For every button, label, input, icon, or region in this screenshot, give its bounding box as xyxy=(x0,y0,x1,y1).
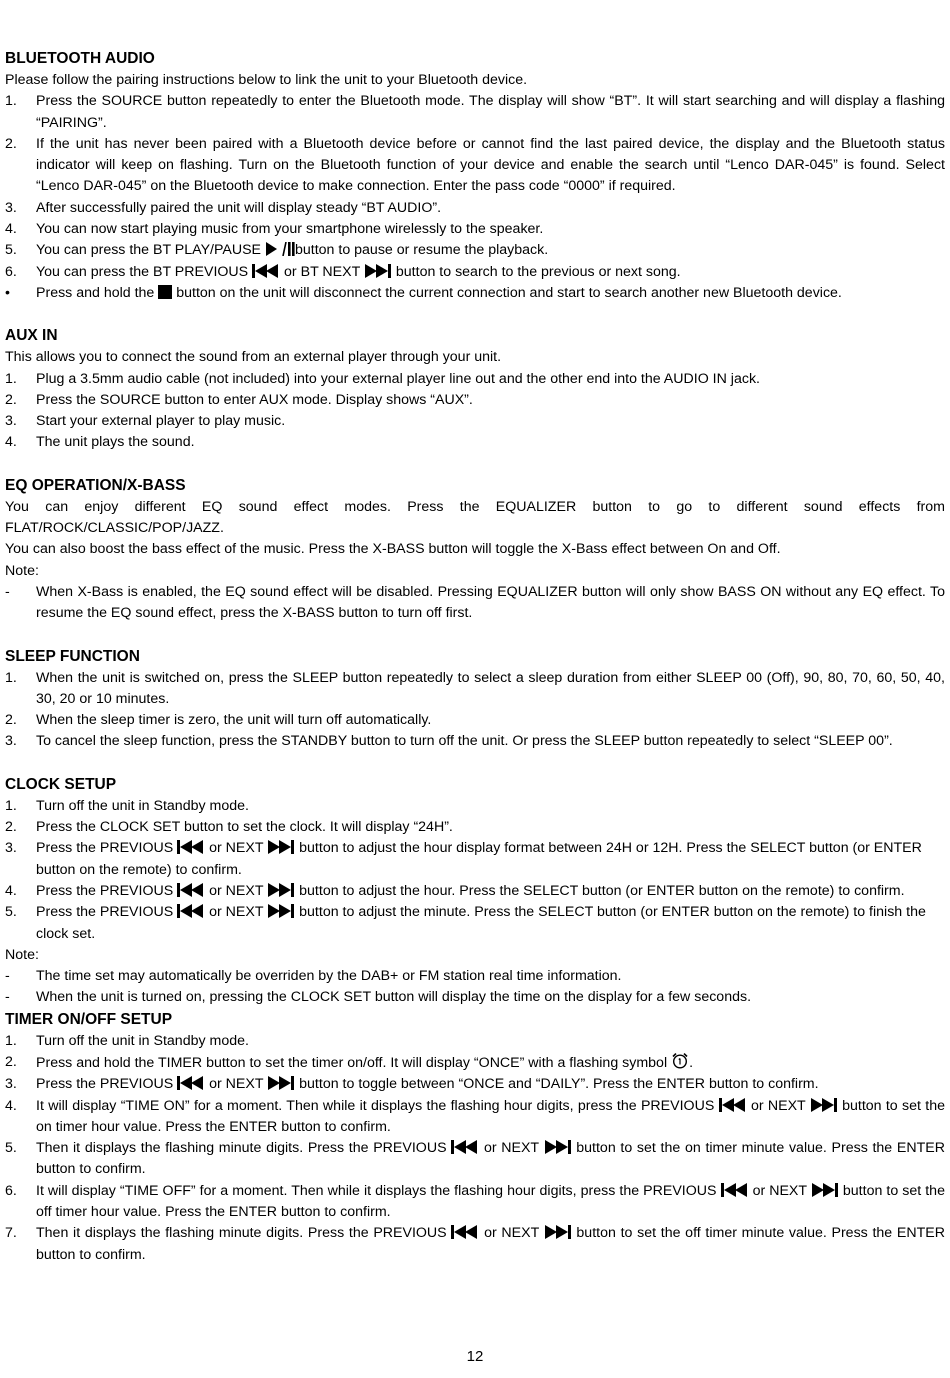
list-text: button to adjust the hour. Press the SELECT button (or ENTER button on the remote) to confirm. xyxy=(299,882,905,899)
list-text: . xyxy=(689,1054,694,1071)
list-text: Press and hold the TIMER button to set the timer on/off. It will display “ONCE” with a flashing symbol xyxy=(36,1054,668,1071)
list-item xyxy=(5,582,945,625)
list-number: 1. xyxy=(5,370,17,387)
list-text: or NEXT xyxy=(752,1182,807,1199)
list-text: button to pause or resume the playback. xyxy=(294,242,549,259)
list-item xyxy=(5,902,945,945)
list-number: 6. xyxy=(5,1182,17,1199)
list-item xyxy=(5,369,945,390)
list-text: You can press the BT PREVIOUS xyxy=(36,263,249,280)
next-icon xyxy=(810,1098,838,1112)
section-title: AUX IN xyxy=(5,327,58,345)
list-number: 3. xyxy=(5,733,17,750)
list-number: 4. xyxy=(5,1097,17,1114)
list-text: or NEXT xyxy=(484,1225,539,1242)
paragraph: You can enjoy different EQ sound effect modes. Press the EQUALIZER button to go to different sound effects from FLAT/ROCK/CLASSIC/POP/JAZZ. xyxy=(5,498,945,537)
list-text: button to adjust the minute. Press the SELECT button (or ENTER button on the remote) to finish the clock set. xyxy=(36,904,926,942)
list-text: or NEXT xyxy=(483,1140,539,1157)
list-text: Press the PREVIOUS xyxy=(36,904,174,921)
list-item xyxy=(5,881,945,902)
list-text: After successfully paired the unit will display steady “BT AUDIO”. xyxy=(36,199,442,216)
list-bullet: • xyxy=(5,284,10,301)
previous-icon xyxy=(721,1183,749,1197)
list-item xyxy=(5,1074,945,1095)
list-item xyxy=(5,796,945,817)
list-number: 2. xyxy=(5,819,17,836)
list-item xyxy=(5,219,945,240)
list-text: You can press the BT PLAY/PAUSE xyxy=(36,242,262,259)
list-text: or NEXT xyxy=(750,1097,806,1114)
list-text: button to set the off timer hour value. Press the ENTER button to confirm. xyxy=(36,1182,945,1221)
list-number: 3. xyxy=(5,413,17,430)
next-icon xyxy=(267,1076,295,1090)
list-text: button to set the off timer minute value. Press the ENTER button to confirm. xyxy=(36,1225,945,1263)
list-item xyxy=(5,1052,945,1074)
list-item xyxy=(5,1031,945,1052)
list-text: You can now start playing music from your smartphone wirelessly to the speaker. xyxy=(36,221,544,238)
list-item xyxy=(5,1181,945,1224)
previous-icon xyxy=(177,1076,205,1090)
list-text: To cancel the sleep function, press the STANDBY button to turn off the unit. Or press the SLEEP button repeatedly to select “SLEEP 00”. xyxy=(36,733,893,750)
previous-icon xyxy=(252,264,280,278)
page-number: 12 xyxy=(466,1348,484,1365)
list-item xyxy=(5,262,945,283)
list-text: It will display “TIME ON” for a moment. Then while it displays the flashing hour digits, press the PREVIOUS xyxy=(36,1097,715,1114)
list-text: button to set the on timer minute value. Press the ENTER button to confirm. xyxy=(36,1140,945,1178)
list-text: When the unit is turned on, pressing the CLOCK SET button will display the time on the display for a few seconds. xyxy=(36,989,752,1006)
list-text: or NEXT xyxy=(209,840,264,857)
list-text: Press and hold the xyxy=(36,284,155,301)
list-text: The time set may automatically be overriden by the DAB+ or FM station real time information. xyxy=(36,968,622,985)
list-text: Press the PREVIOUS xyxy=(36,1076,174,1093)
next-icon xyxy=(267,883,295,897)
list-item xyxy=(5,198,945,219)
list-item xyxy=(5,91,945,134)
list-item xyxy=(5,134,945,198)
list-item xyxy=(5,432,945,453)
section-title: EQ OPERATION/X-BASS xyxy=(5,476,186,494)
list-item xyxy=(5,390,945,411)
alarm-clock-icon xyxy=(671,1052,689,1069)
section-title: BLUETOOTH AUDIO xyxy=(5,50,155,67)
section-title: TIMER ON/OFF SETUP xyxy=(5,1010,173,1028)
list-text: button to search to the previous or next song. xyxy=(395,263,681,280)
list-item xyxy=(5,1138,945,1181)
list-text: Press the CLOCK SET button to set the clock. It will display “24H”. xyxy=(36,819,453,836)
play-pause-icon xyxy=(265,242,295,256)
list-number: 7. xyxy=(5,1225,17,1242)
list-item xyxy=(5,1223,945,1266)
list-number: 5. xyxy=(5,904,17,921)
list-text: button to toggle between “ONCE and “DAILY”. Press the ENTER button to confirm. xyxy=(299,1076,819,1093)
list-text: or NEXT xyxy=(209,1076,264,1093)
list-number: 2. xyxy=(5,712,17,729)
section-title: SLEEP FUNCTION xyxy=(5,647,140,665)
list-text: The unit plays the sound. xyxy=(36,434,195,451)
next-icon xyxy=(267,904,295,918)
list-text: Then it displays the flashing minute digits. Press the PREVIOUS xyxy=(36,1140,447,1157)
next-icon xyxy=(544,1140,572,1154)
list-number: 3. xyxy=(5,199,17,216)
list-text: or BT NEXT xyxy=(284,263,360,280)
list-number: 1. xyxy=(5,797,17,814)
list-dash: - xyxy=(5,989,10,1006)
list-dash: - xyxy=(5,968,10,985)
next-icon xyxy=(267,840,295,854)
stop-icon xyxy=(158,285,172,299)
list-text: Turn off the unit in Standby mode. xyxy=(36,1032,249,1049)
note-label: Note: xyxy=(5,562,39,579)
list-number: 4. xyxy=(5,882,17,899)
list-number: 3. xyxy=(5,1076,17,1093)
note-label: Note: xyxy=(5,946,39,963)
list-number: 3. xyxy=(5,840,17,857)
list-item xyxy=(5,838,945,881)
list-item xyxy=(5,731,945,752)
list-number: 1. xyxy=(5,93,17,110)
list-text: button to set the on timer hour value. Press the ENTER button to confirm. xyxy=(36,1097,945,1135)
previous-icon xyxy=(177,840,205,854)
paragraph: You can also boost the bass effect of the music. Press the X-BASS button will toggle the X-Bass effect between On and Off. xyxy=(5,541,781,558)
previous-icon xyxy=(719,1098,747,1112)
list-text: or NEXT xyxy=(209,904,264,921)
previous-icon xyxy=(451,1225,479,1239)
list-number: 2. xyxy=(5,1053,17,1070)
list-item xyxy=(5,1096,945,1139)
list-number: 4. xyxy=(5,221,17,238)
list-item xyxy=(5,710,945,731)
list-item xyxy=(5,411,945,432)
list-text: button on the unit will disconnect the current connection and start to search another new Bluetooth device. xyxy=(176,284,842,301)
list-text: Press the SOURCE button repeatedly to enter the Bluetooth mode. The display will show “BT”. It will start searching and will display a flashing “PAIRING”. xyxy=(36,93,945,131)
list-number: 6. xyxy=(5,263,17,280)
list-number: 5. xyxy=(5,242,17,259)
section-title: CLOCK SETUP xyxy=(5,775,117,793)
previous-icon xyxy=(451,1140,479,1154)
list-text: Press the PREVIOUS xyxy=(36,882,174,899)
list-item xyxy=(5,240,945,261)
previous-icon xyxy=(177,904,205,918)
list-dash: - xyxy=(5,583,10,600)
list-text: When the unit is switched on, press the SLEEP button repeatedly to select a sleep duration from either SLEEP 00 (Off), 90, 80, 70, 60, 50, 40, 30, 20 or 10 minutes. xyxy=(36,669,945,707)
paragraph: This allows you to connect the sound from an external player through your unit. xyxy=(5,349,502,366)
list-text: When the sleep timer is zero, the unit will turn off automatically. xyxy=(36,712,432,729)
paragraph: Please follow the pairing instructions below to link the unit to your Bluetooth device. xyxy=(5,72,528,88)
list-text: Press the SOURCE button to enter AUX mode. Display shows “AUX”. xyxy=(36,391,473,408)
list-text: or NEXT xyxy=(209,882,264,899)
next-icon xyxy=(544,1225,572,1239)
list-item xyxy=(5,817,945,838)
list-text: Start your external player to play music. xyxy=(36,413,286,430)
list-text: button to adjust the hour display format between 24H or 12H. Press the SELECT button (or ENTER button on the remote) to confirm. xyxy=(36,840,922,878)
list-text: Press the PREVIOUS xyxy=(36,840,174,857)
list-number: 1. xyxy=(5,1032,17,1049)
list-text: Plug a 3.5mm audio cable (not included) into your external player line out and the other end into the AUDIO IN jack. xyxy=(36,370,760,387)
next-icon xyxy=(811,1183,839,1197)
list-number: 1. xyxy=(5,669,17,686)
list-number: 2. xyxy=(5,135,17,152)
list-text: It will display “TIME OFF” for a moment. Then while it displays the flashing hour digits, press the PREVIOUS xyxy=(36,1182,717,1199)
list-text: Turn off the unit in Standby mode. xyxy=(36,797,249,814)
list-item xyxy=(5,987,945,1008)
list-item xyxy=(5,668,945,711)
next-icon xyxy=(364,264,392,278)
list-number: 5. xyxy=(5,1140,17,1157)
list-text: If the unit has never been paired with a Bluetooth device before or cannot find the last paired device, the display and the Bluetooth status indicator will keep on flashing. Turn on the Bluetooth function of your device and enable the search until “Lenco DAR-045” is found. Select “Lenco DAR-045” on the Bluetooth device to make connection. Enter the pass code “0000” if required. xyxy=(36,135,945,195)
list-text: Then it displays the flashing minute digits. Press the PREVIOUS xyxy=(36,1225,447,1242)
previous-icon xyxy=(177,883,205,897)
list-item xyxy=(5,966,945,987)
list-text: When X-Bass is enabled, the EQ sound effect will be disabled. Pressing EQUALIZER button will only show BASS ON without any EQ effect. To resume the EQ sound effect, press the X-BASS button to turn off first. xyxy=(36,583,945,622)
list-number: 4. xyxy=(5,434,17,451)
list-item xyxy=(5,283,945,304)
list-number: 2. xyxy=(5,391,17,408)
